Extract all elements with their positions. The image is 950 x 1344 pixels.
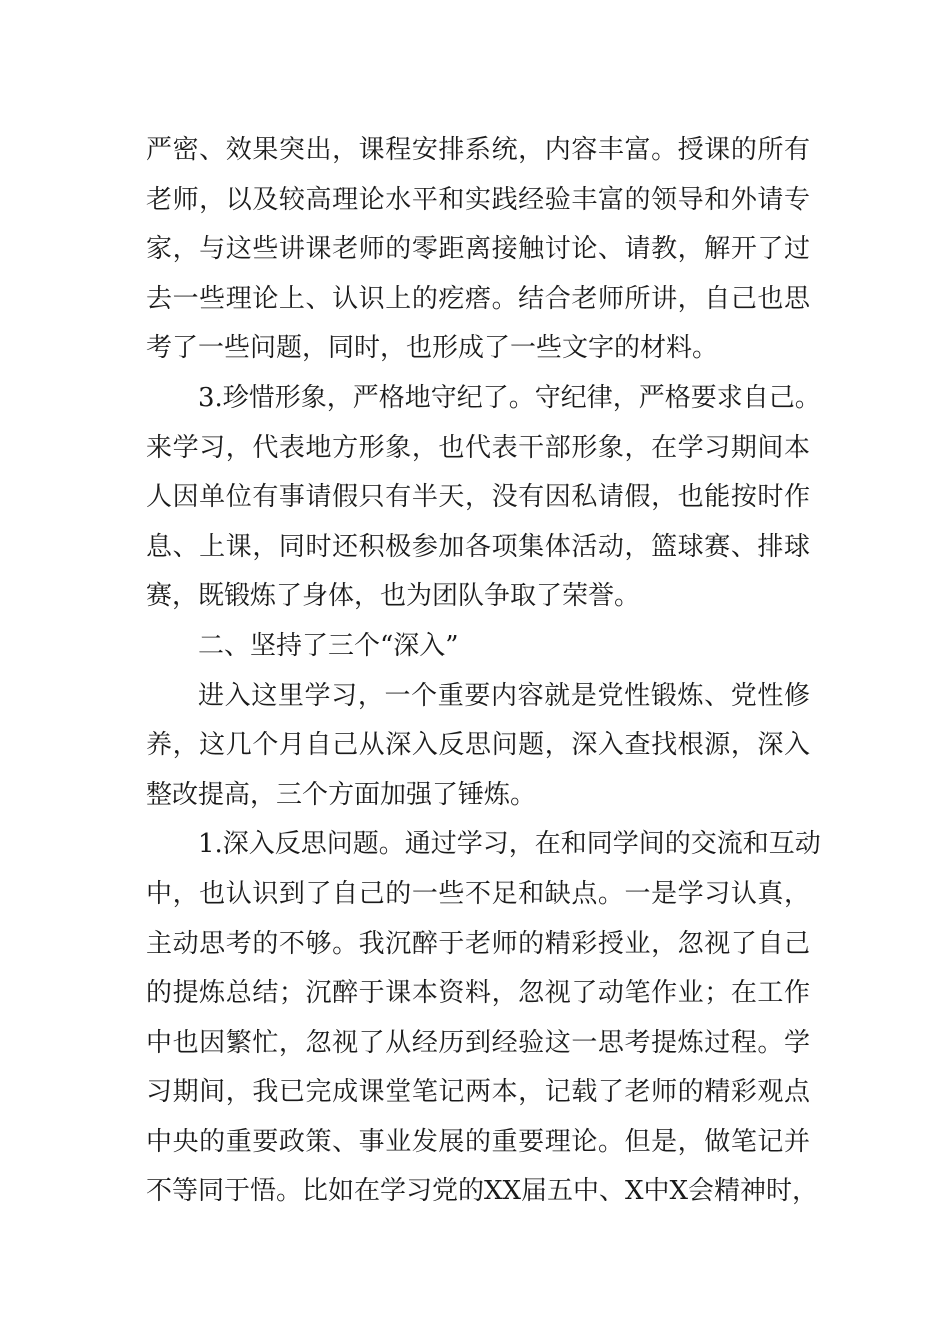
paragraph-start-line: 3.珍惜形象，严格地守纪了。守纪律，严格要求自己。 — [198, 382, 821, 413]
text-line: 严密、效果突出，课程安排系统，内容丰富。授课的所有 — [146, 135, 810, 165]
section-heading: 二、坚持了三个“深入” — [198, 630, 459, 661]
text-line: 不等同于悟。比如在学习党的XX届五中、X中X会精神时， — [146, 1176, 819, 1207]
text-line: 养，这几个月自己从深入反思问题，深入查找根源，深入 — [146, 730, 810, 761]
text-line: 的提炼总结；沉醉于课本资料，忽视了动笔作业；在工作 — [146, 978, 810, 1009]
paragraph-start-line: 进入这里学习，一个重要内容就是党性锻炼、党性修 — [198, 680, 810, 711]
text-line: 人因单位有事请假只有半天，没有因私请假，也能按时作 — [146, 482, 810, 513]
text-line: 考了一些问题，同时，也形成了一些文字的材料。 — [146, 333, 719, 364]
text-line: 老师，以及较高理论水平和实践经验丰富的领导和外请专 — [146, 184, 810, 215]
text-line: 来学习，代表地方形象，也代表干部形象，在学习期间本 — [146, 432, 810, 463]
text-line: 整改提高，三个方面加强了锤炼。 — [146, 779, 537, 810]
paragraph-start-line: 1.深入反思问题。通过学习，在和同学间的交流和互动 — [198, 829, 821, 860]
text-line: 中央的重要政策、事业发展的重要理论。但是，做笔记并 — [146, 1126, 810, 1157]
text-line: 习期间，我已完成课堂笔记两本，记载了老师的精彩观点 — [146, 1077, 810, 1108]
text-line: 中，也认识到了自己的一些不足和缺点。一是学习认真， — [146, 878, 810, 909]
text-line: 赛，既锻炼了身体，也为团队争取了荣誉。 — [146, 581, 641, 612]
text-line: 去一些理论上、认识上的疙瘩。结合老师所讲，自己也思 — [146, 283, 810, 314]
body-text — [146, 126, 821, 1217]
text-line: 家，与这些讲课老师的零距离接触讨论、请教，解开了过 — [146, 234, 810, 265]
text-line: 中也因繁忙，忽视了从经历到经验这一思考提炼过程。学 — [146, 1027, 810, 1058]
text-line: 息、上课，同时还积极参加各项集体活动，篮球赛、排球 — [146, 531, 810, 562]
text-line: 主动思考的不够。我沉醉于老师的精彩授业，忽视了自己 — [146, 928, 810, 959]
